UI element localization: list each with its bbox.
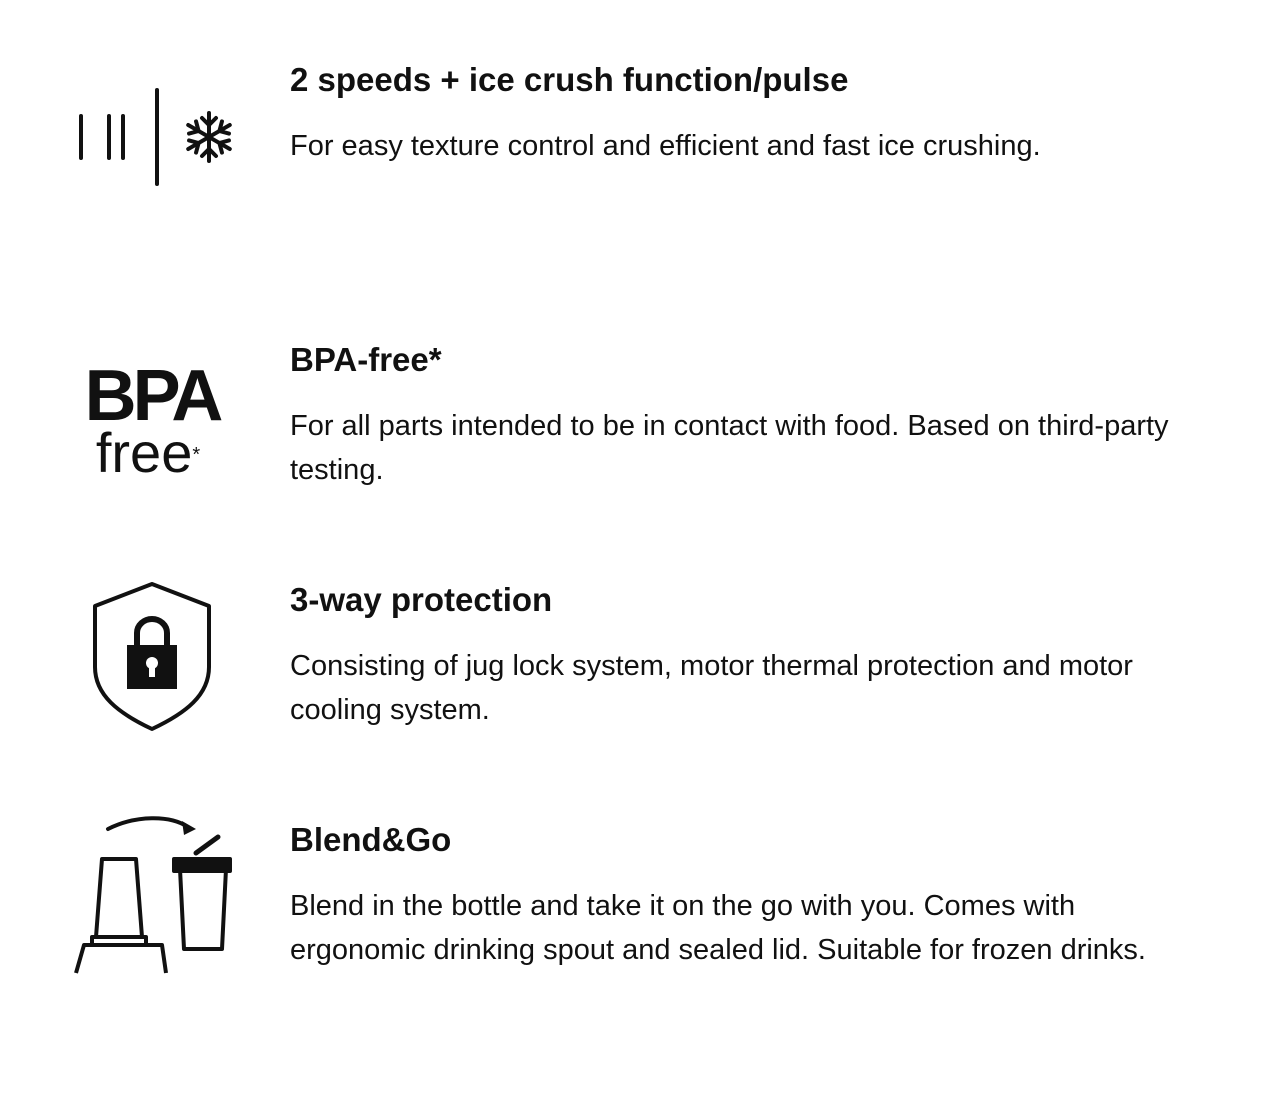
blend-and-go-icon [62, 812, 242, 980]
bpa-icon-text: BPA [84, 356, 220, 436]
bpa-icon-mark: * [192, 444, 201, 466]
speed-snowflake-icon [62, 80, 242, 190]
feature-description: For all parts intended to be in contact with food. Based on third-party testing. [290, 410, 1169, 486]
feature-title: 3-way protection [290, 581, 553, 618]
shield-lock-icon [62, 578, 242, 734]
feature-title: BPA-free* [290, 341, 442, 378]
feature-title: 2 speeds + ice crush function/pulse [290, 61, 849, 98]
feature-description: Blend in the bottle and take it on the go with you. Comes with ergonomic drinking spout and sealed lid. Suitable for frozen drinks. [290, 890, 1146, 966]
feature-title: Blend&Go [290, 821, 452, 858]
bpa-icon-subtext: free [95, 421, 193, 484]
feature-description: Consisting of jug lock system, motor thermal protection and motor cooling system. [290, 650, 1133, 726]
bpa-free-icon [62, 356, 242, 484]
feature-description: For easy texture control and efficient and fast ice crushing. [290, 130, 1041, 162]
